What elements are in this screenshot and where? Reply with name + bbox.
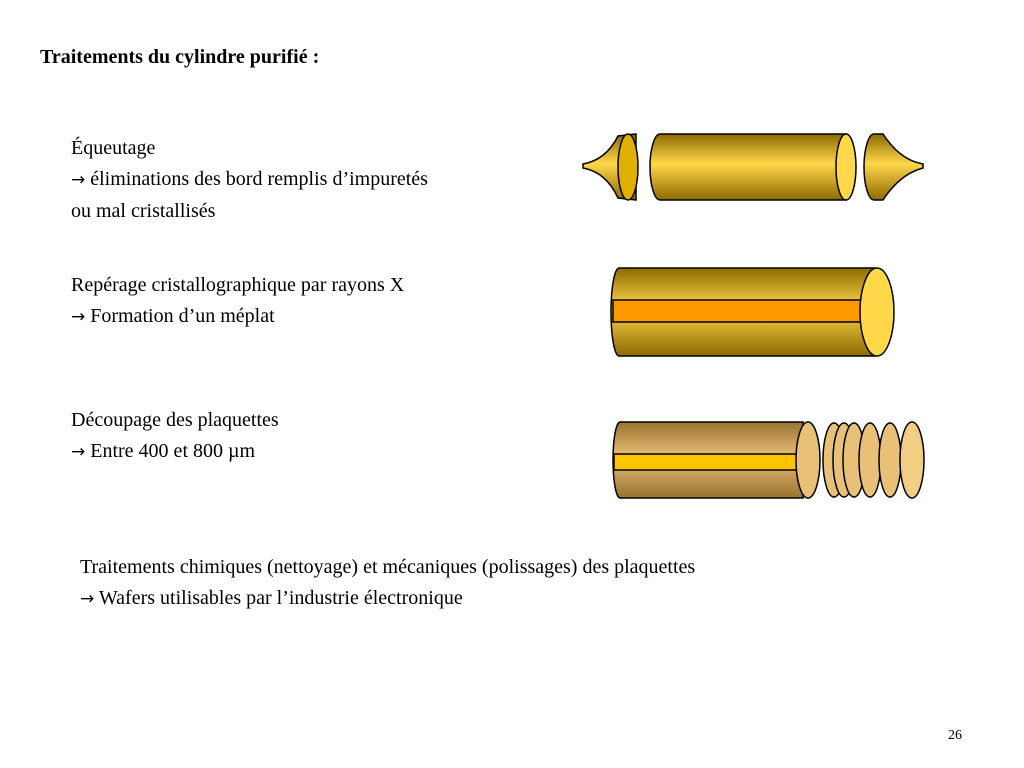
block4-result xyxy=(80,583,695,615)
block4-result-text: Wafers utilisables par l’industrie électronique xyxy=(94,587,463,609)
arrow-right-icon: → xyxy=(71,307,86,327)
left-cut-face xyxy=(618,134,638,200)
block1-result-continued: ou mal cristallisés xyxy=(71,200,216,222)
main-cylinder-face xyxy=(836,134,856,200)
text-block-traitements xyxy=(80,552,695,615)
block4-heading: Traitements chimiques (nettoyage) et mécaniques (polissages) des plaquettes xyxy=(80,556,696,578)
block2-result-text: Formation d’un méplat xyxy=(85,305,275,327)
block1-result xyxy=(71,164,428,196)
ingot-sliced-into-wafers-icon xyxy=(608,414,938,506)
main-cylinder-body xyxy=(650,134,846,200)
arrow-right-icon: → xyxy=(71,170,86,190)
block3-heading: Découpage des plaquettes xyxy=(71,409,279,431)
arrow-right-icon: → xyxy=(80,589,95,609)
slide-title: Traitements du cylindre purifié : xyxy=(40,46,320,68)
text-block-decoupage xyxy=(71,405,279,468)
right-cut-end xyxy=(864,134,923,200)
block2-result xyxy=(71,301,404,333)
page-number: 26 xyxy=(948,728,962,743)
flat-stripe xyxy=(614,454,803,470)
wafer-6 xyxy=(900,422,924,498)
block1-result-text: éliminations des bord remplis d’impuretés xyxy=(85,168,428,190)
ingot-with-flat-icon xyxy=(605,262,905,362)
arrow-right-icon: → xyxy=(71,442,86,462)
wafer-5 xyxy=(879,423,901,497)
wafer-4 xyxy=(859,423,881,497)
block3-result xyxy=(71,436,279,468)
block3-result-text: Entre 400 et 800 µm xyxy=(85,440,256,462)
block2-heading: Repérage cristallographique par rayons X xyxy=(71,274,405,296)
block1-heading: Équeutage xyxy=(71,137,156,159)
text-block-reperage xyxy=(71,270,404,333)
ingot-cut-face xyxy=(796,422,820,498)
text-block-equeutage xyxy=(71,133,428,227)
ingot-with-cut-ends-icon xyxy=(578,124,928,210)
crystallographic-flat xyxy=(613,300,875,322)
ingot-end-face xyxy=(860,268,894,356)
